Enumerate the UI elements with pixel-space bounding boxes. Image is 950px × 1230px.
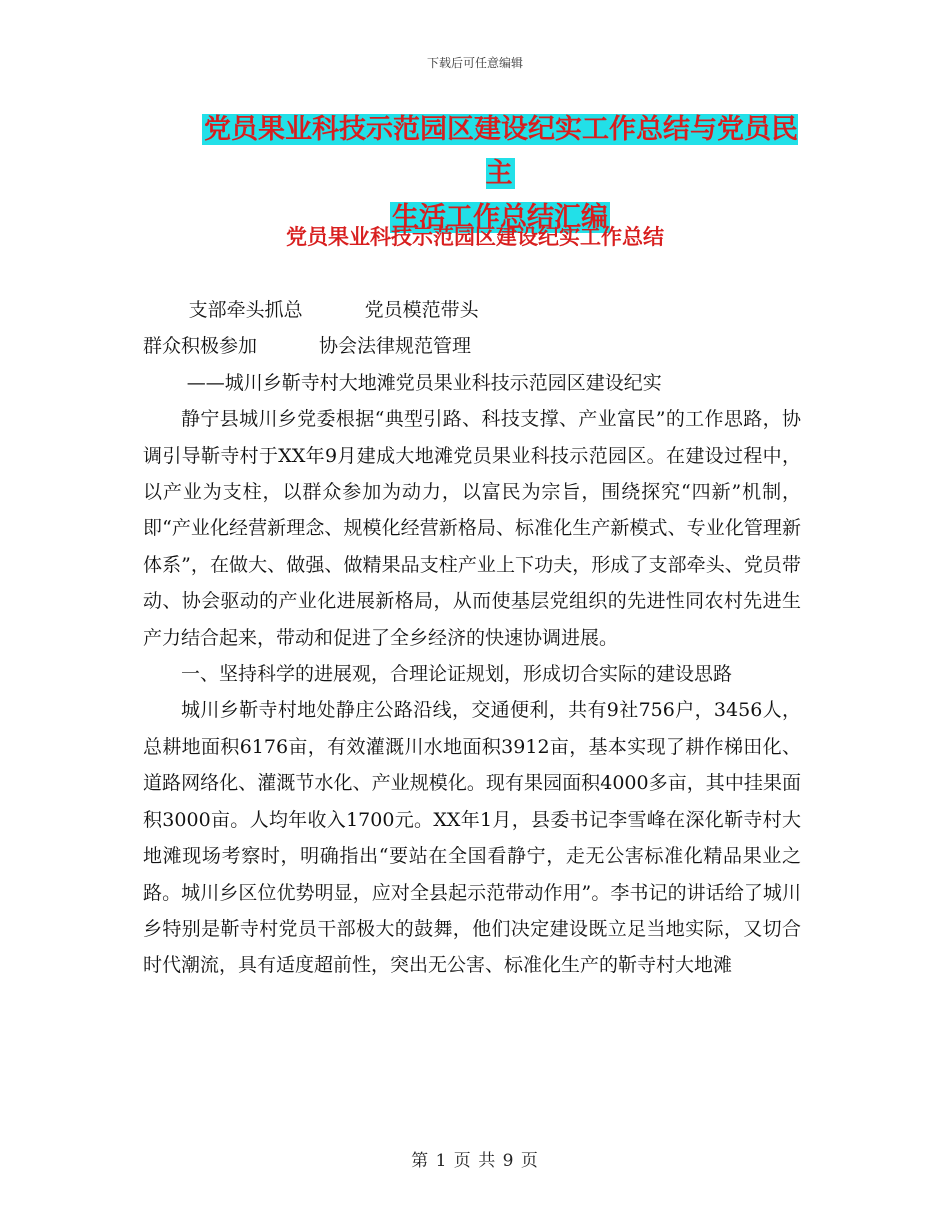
slogan-line-1	[143, 292, 801, 328]
slogan-1b: 党员模范带头	[364, 299, 479, 321]
section-title: 党员果业科技示范园区建设纪实工作总结	[286, 225, 664, 249]
slogan-1a: 支部牵头抓总	[188, 299, 303, 321]
document-title-line2: 生活工作总结汇编	[392, 202, 608, 233]
page-number: 第 1 页 共 9 页	[411, 1151, 539, 1171]
slogan-line-2	[143, 328, 801, 364]
header-note: 下载后可任意编辑	[426, 56, 523, 70]
document-title-line1: 党员果业科技示范园区建设纪实工作总结与党员民主	[204, 114, 798, 189]
paragraph-2: 城川乡靳寺村地处静庄公路沿线，交通便利，共有9社756户，3456人，总耕地面积6176亩，有效灌溉川水地面积3912亩，基本实现了耕作梯田化、道路网络化、灌溉节水化、产业规模化。现有果园面积4000多亩，其中挂果面积3000亩。人均年收入1700元。XX年1月，县委书记李雪峰在深化靳寺村大地滩现场考察时，明确指出“要站在全国看静宁，走无公害标准化精品果业之路。城川乡区位优势明显，应对全县起示范带动作用”。李书记的讲话给了城川乡特别是靳寺村党员干部极大的鼓舞，他们决定建设既立足当地实际，又切合时代潮流，具有适度超前性，突出无公害、标准化生产的靳寺村大地滩	[143, 699, 801, 977]
paragraph-1: 静宁县城川乡党委根据“典型引路、科技支撑、产业富民”的工作思路，协调引导靳寺村于XX年9月建成大地滩党员果业科技示范园区。在建设过程中，以产业为支柱，以群众参加为动力，以富民为宗旨，围绕探究“四新”机制，即“产业化经营新理念、规模化经营新格局、标准化生产新模式、专业化管理新体系”，在做大、做强、做精果品支柱产业上下功夫，形成了支部牵头、党员带动、协会驱动的产业化进展新格局，从而使基层党组织的先进性同农村先进生产力结合起来，带动和促进了全乡经济的快速协调进展。	[143, 408, 801, 649]
document-body	[143, 292, 801, 984]
slogan-2b: 协会法律规范管理	[319, 335, 472, 358]
heading-1: 一、坚持科学的进展观，合理论证规划，形成切合实际的建设思路	[181, 663, 733, 686]
subtitle: ——城川乡靳寺村大地滩党员果业科技示范园区建设纪实	[186, 371, 662, 394]
slogan-2a: 群众积极参加	[143, 335, 258, 358]
